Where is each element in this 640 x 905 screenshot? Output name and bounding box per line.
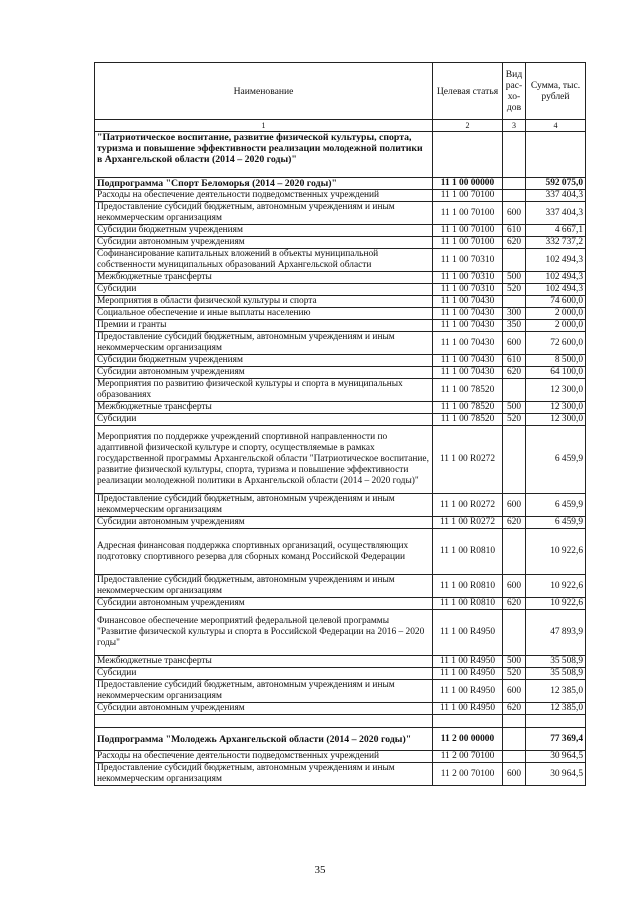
row-sum: 47 893,9 xyxy=(526,610,586,656)
row-name: Субсидии автономным учреждениям xyxy=(95,517,433,529)
row-code: 11 1 00 R0810 xyxy=(433,529,503,575)
table-row xyxy=(95,668,586,680)
page-number: 35 xyxy=(314,864,326,876)
table-row xyxy=(95,237,586,249)
row-code: 11 1 00 70100 xyxy=(433,202,503,225)
row-name: Мероприятия в области физической культуры и спорта xyxy=(95,296,433,308)
row-name: Предоставление субсидий бюджетным, автономным учреждениям и иным некоммерческим организациям xyxy=(95,494,433,517)
row-code: 11 2 00 70100 xyxy=(433,751,503,763)
table-row xyxy=(95,575,586,598)
row-code: 11 1 00 70430 xyxy=(433,308,503,320)
row-name: Предоставление субсидий бюджетным, автономным учреждениям и иным некоммерческим организациям xyxy=(95,680,433,703)
row-code: 11 1 00 70430 xyxy=(433,320,503,332)
row-sum: 12 385,0 xyxy=(526,680,586,703)
subprogram-row xyxy=(95,178,586,190)
row-sum: 102 494,3 xyxy=(526,284,586,296)
table-row xyxy=(95,680,586,703)
row-name: Предоставление субсидий бюджетным, автономным учреждениям и иным некоммерческим организациям xyxy=(95,202,433,225)
row-sum: 12 300,0 xyxy=(526,414,586,426)
row-code: 11 1 00 70430 xyxy=(433,355,503,367)
row-sum: 64 100,0 xyxy=(526,367,586,379)
table-row xyxy=(95,272,586,284)
row-kind: 500 xyxy=(503,272,526,284)
row-sum: 35 508,9 xyxy=(526,668,586,680)
table-row xyxy=(95,367,586,379)
row-code: 11 1 00 R4950 xyxy=(433,668,503,680)
row-name: Мероприятия по поддержке учреждений спортивной направленности по адаптивной физической культуре и спорту, осуществляемые в рамках государственной программы Архангельской области "Патриотическое воспитание, развитие физической культуры, спорта, туризма и повышение эффективности реализации молодежной политики в Архангельской области (2014 – 2020 годы)" xyxy=(95,426,433,494)
row-code: 11 1 00 70100 xyxy=(433,190,503,202)
row-code: 11 1 00 R4950 xyxy=(433,703,503,715)
table-row xyxy=(95,308,586,320)
row-code: 11 1 00 R0272 xyxy=(433,426,503,494)
row-name: Социальное обеспечение и иные выплаты населению xyxy=(95,308,433,320)
row-code: 11 1 00 70430 xyxy=(433,367,503,379)
program-heading-row xyxy=(95,132,586,178)
table-row xyxy=(95,751,586,763)
row-code: 11 1 00 R4950 xyxy=(433,610,503,656)
row-sum: 77 369,4 xyxy=(526,728,586,751)
row-sum: 592 075,0 xyxy=(526,178,586,190)
table-row xyxy=(95,402,586,414)
table-row xyxy=(95,763,586,786)
row-sum: 10 922,6 xyxy=(526,529,586,575)
row-code: 11 1 00 78520 xyxy=(433,379,503,402)
row-kind xyxy=(503,610,526,656)
table-row xyxy=(95,202,586,225)
row-kind: 520 xyxy=(503,284,526,296)
table-row xyxy=(95,414,586,426)
row-kind xyxy=(503,529,526,575)
row-code: 11 1 00 R4950 xyxy=(433,656,503,668)
table-row xyxy=(95,703,586,715)
table-row xyxy=(95,332,586,355)
row-code: 11 2 00 00000 xyxy=(433,728,503,751)
table-row xyxy=(95,426,586,494)
table-row xyxy=(95,529,586,575)
row-code: 11 1 00 70430 xyxy=(433,332,503,355)
row-sum: 2 000,0 xyxy=(526,308,586,320)
row-sum: 30 964,5 xyxy=(526,763,586,786)
row-kind: 600 xyxy=(503,332,526,355)
row-name: Мероприятия по развитию физической культуры и спорта в муниципальных образованиях xyxy=(95,379,433,402)
row-sum: 10 922,6 xyxy=(526,598,586,610)
row-name: Межбюджетные трансферты xyxy=(95,656,433,668)
table-row xyxy=(95,284,586,296)
budget-table xyxy=(94,62,586,786)
table-row xyxy=(95,610,586,656)
row-name xyxy=(95,715,433,728)
header-name: Наименование xyxy=(95,63,433,120)
column-number: 2 xyxy=(433,120,503,132)
row-code: 11 2 00 70100 xyxy=(433,763,503,786)
table-row xyxy=(95,656,586,668)
row-sum: 72 600,0 xyxy=(526,332,586,355)
row-name: Субсидии автономным учреждениям xyxy=(95,598,433,610)
header-code: Целевая статья xyxy=(433,63,503,120)
row-kind: 600 xyxy=(503,575,526,598)
row-name: Субсидии автономным учреждениям xyxy=(95,367,433,379)
row-sum: 102 494,3 xyxy=(526,272,586,284)
row-code xyxy=(433,132,503,178)
row-kind xyxy=(503,715,526,728)
row-kind xyxy=(503,132,526,178)
row-kind xyxy=(503,190,526,202)
row-name: Субсидии автономным учреждениям xyxy=(95,703,433,715)
row-code: 11 1 00 70310 xyxy=(433,249,503,272)
row-name: Финансовое обеспечение мероприятий федеральной целевой программы "Развитие физической культуры и спорта в Российской Федерации на 2016 – 2020 годы" xyxy=(95,610,433,656)
header-kind: Вид рас-хо-дов xyxy=(503,63,526,120)
row-code: 11 1 00 70100 xyxy=(433,225,503,237)
row-name: Предоставление субсидий бюджетным, автономным учреждениям и иным некоммерческим организациям xyxy=(95,332,433,355)
row-sum: 2 000,0 xyxy=(526,320,586,332)
row-sum: 102 494,3 xyxy=(526,249,586,272)
column-numbers-row xyxy=(95,120,586,132)
row-kind: 600 xyxy=(503,202,526,225)
column-number: 4 xyxy=(526,120,586,132)
row-kind: 620 xyxy=(503,367,526,379)
table-row xyxy=(95,296,586,308)
row-name: Адресная финансовая поддержка спортивных организаций, осуществляющих подготовку спортивного резерва для сборных команд Российской Федерации xyxy=(95,529,433,575)
row-sum: 6 459,9 xyxy=(526,517,586,529)
table-header-row xyxy=(95,63,586,120)
row-code: 11 1 00 78520 xyxy=(433,402,503,414)
row-code xyxy=(433,715,503,728)
row-name: Субсидии xyxy=(95,284,433,296)
header-sum: Сумма, тыс. рублей xyxy=(526,63,586,120)
column-number: 3 xyxy=(503,120,526,132)
row-sum: 10 922,6 xyxy=(526,575,586,598)
row-sum: 337 404,3 xyxy=(526,190,586,202)
row-kind: 500 xyxy=(503,656,526,668)
table-row xyxy=(95,249,586,272)
row-kind: 520 xyxy=(503,414,526,426)
row-name: Межбюджетные трансферты xyxy=(95,402,433,414)
row-name: Субсидии бюджетным учреждениям xyxy=(95,355,433,367)
row-sum: 12 300,0 xyxy=(526,379,586,402)
row-sum: 332 737,2 xyxy=(526,237,586,249)
column-number: 1 xyxy=(95,120,433,132)
row-name: Расходы на обеспечение деятельности подведомственных учреждений xyxy=(95,751,433,763)
row-sum xyxy=(526,715,586,728)
row-name: Подпрограмма "Молодежь Архангельской области (2014 – 2020 годы)" xyxy=(95,728,433,751)
row-sum: 6 459,9 xyxy=(526,494,586,517)
row-name: Субсидии бюджетным учреждениям xyxy=(95,225,433,237)
row-kind: 600 xyxy=(503,680,526,703)
row-name: Софинансирование капитальных вложений в объекты муниципальной собственности муниципальных образований Архангельской области xyxy=(95,249,433,272)
row-kind xyxy=(503,379,526,402)
row-kind: 300 xyxy=(503,308,526,320)
row-kind xyxy=(503,426,526,494)
row-kind: 600 xyxy=(503,763,526,786)
row-kind: 610 xyxy=(503,225,526,237)
row-name: Субсидии автономным учреждениям xyxy=(95,237,433,249)
row-kind xyxy=(503,178,526,190)
row-kind: 520 xyxy=(503,668,526,680)
row-name: Субсидии xyxy=(95,414,433,426)
row-code: 11 1 00 70430 xyxy=(433,296,503,308)
table-row xyxy=(95,190,586,202)
row-kind: 620 xyxy=(503,517,526,529)
row-code: 11 1 00 R0272 xyxy=(433,517,503,529)
row-kind: 620 xyxy=(503,598,526,610)
row-code: 11 1 00 R0810 xyxy=(433,598,503,610)
row-code: 11 1 00 00000 xyxy=(433,178,503,190)
row-sum: 35 508,9 xyxy=(526,656,586,668)
row-sum: 74 600,0 xyxy=(526,296,586,308)
row-sum: 12 300,0 xyxy=(526,402,586,414)
row-code: 11 1 00 70310 xyxy=(433,272,503,284)
row-code: 11 1 00 78520 xyxy=(433,414,503,426)
table-row xyxy=(95,598,586,610)
spacer-row xyxy=(95,715,586,728)
table-row xyxy=(95,355,586,367)
row-code: 11 1 00 R0810 xyxy=(433,575,503,598)
row-sum: 30 964,5 xyxy=(526,751,586,763)
table-row xyxy=(95,225,586,237)
table-row xyxy=(95,379,586,402)
row-kind xyxy=(503,249,526,272)
row-code: 11 1 00 70100 xyxy=(433,237,503,249)
row-name: "Патриотическое воспитание, развитие физической культуры, спорта, туризма и повышение эффективности реализации молодежной политики в Архангельской области (2014 – 2020 годы)" xyxy=(95,132,433,178)
row-sum: 12 385,0 xyxy=(526,703,586,715)
row-name: Расходы на обеспечение деятельности подведомственных учреждений xyxy=(95,190,433,202)
row-name: Предоставление субсидий бюджетным, автономным учреждениям и иным некоммерческим организациям xyxy=(95,763,433,786)
row-sum: 8 500,0 xyxy=(526,355,586,367)
row-kind: 620 xyxy=(503,703,526,715)
row-kind: 350 xyxy=(503,320,526,332)
row-name: Подпрограмма "Спорт Беломорья (2014 – 2020 годы)" xyxy=(95,178,433,190)
row-kind: 620 xyxy=(503,237,526,249)
row-sum: 337 404,3 xyxy=(526,202,586,225)
table-row xyxy=(95,320,586,332)
row-code: 11 1 00 R4950 xyxy=(433,680,503,703)
row-kind: 610 xyxy=(503,355,526,367)
table-row xyxy=(95,494,586,517)
row-name: Субсидии xyxy=(95,668,433,680)
row-name: Премии и гранты xyxy=(95,320,433,332)
row-name: Предоставление субсидий бюджетным, автономным учреждениям и иным некоммерческим организациям xyxy=(95,575,433,598)
row-name: Межбюджетные трансферты xyxy=(95,272,433,284)
row-code: 11 1 00 70310 xyxy=(433,284,503,296)
row-sum: 4 667,1 xyxy=(526,225,586,237)
row-code: 11 1 00 R0272 xyxy=(433,494,503,517)
row-kind xyxy=(503,751,526,763)
row-kind: 600 xyxy=(503,494,526,517)
row-kind xyxy=(503,728,526,751)
table-row xyxy=(95,517,586,529)
row-sum xyxy=(526,132,586,178)
row-kind xyxy=(503,296,526,308)
row-sum: 6 459,9 xyxy=(526,426,586,494)
row-kind: 500 xyxy=(503,402,526,414)
subprogram-row xyxy=(95,728,586,751)
